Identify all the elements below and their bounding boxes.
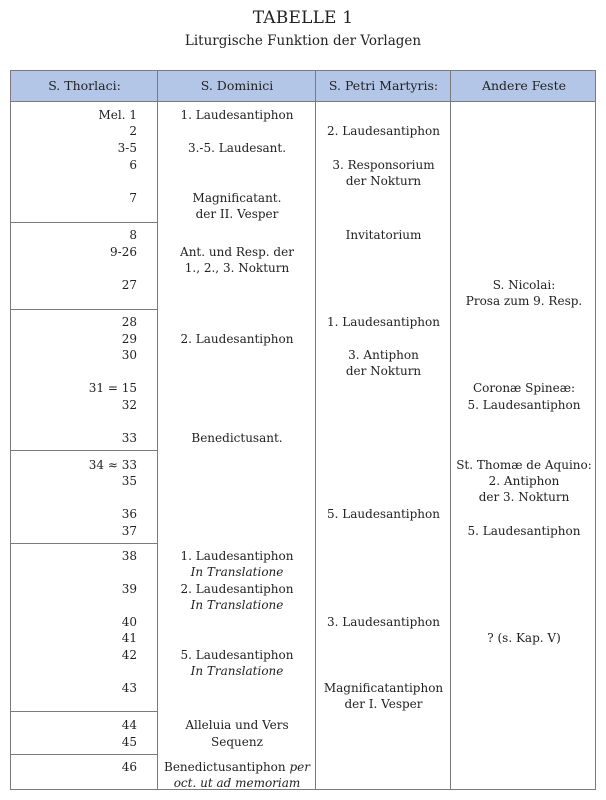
andere-cell: 2. Antiphon	[488, 474, 560, 488]
petri-cell: 3. Laudesantiphon	[327, 615, 440, 629]
thorlaci-cell: 7	[129, 191, 137, 205]
thorlaci-cell: 30	[121, 348, 137, 362]
dominici-cell: 1., 2., 3. Nokturn	[184, 261, 290, 275]
andere-cell: ? (s. Kap. V)	[487, 631, 561, 645]
thorlaci-cell: 29	[121, 332, 137, 346]
dominici-cell-italic: In Translatione	[190, 598, 284, 612]
dominici-cell-text: Benedictusantiphon	[164, 760, 286, 774]
dominici-cell: Sequenz	[211, 735, 263, 749]
table-title: TABELLE 1	[252, 8, 354, 28]
dominici-cell-italic: In Translatione	[190, 565, 284, 579]
thorlaci-cell: 3-5	[117, 141, 137, 155]
header-petri-martyris: S. Petri Martyris:	[328, 78, 439, 93]
dominici-cell: 1. Laudesantiphon	[180, 108, 294, 122]
table-subtitle: Liturgische Funktion der Vorlagen	[184, 33, 422, 49]
petri-cell: 1. Laudesantiphon	[327, 315, 440, 329]
petri-cell: 3. Antiphon	[348, 348, 419, 362]
thorlaci-cell: 9-26	[110, 245, 137, 259]
andere-cell: Coronæ Spineæ:	[472, 381, 576, 395]
header-andere-feste: Andere Feste	[481, 78, 567, 93]
thorlaci-cell: 33	[121, 431, 137, 445]
thorlaci-cell: 38	[121, 549, 137, 563]
dominici-cell: Alleluia und Vers	[185, 718, 289, 732]
dominici-cell-italic: In Translatione	[190, 664, 284, 678]
thorlaci-cell: 8	[129, 228, 137, 242]
petri-cell: Magnificatantiphon	[323, 681, 444, 695]
row-divider	[11, 309, 158, 310]
petri-cell: der Nokturn	[345, 174, 422, 188]
thorlaci-cell: 37	[121, 524, 137, 538]
thorlaci-cell: 34 ≈ 33	[88, 458, 137, 472]
thorlaci-cell: 28	[121, 315, 137, 329]
thorlaci-cell: 27	[121, 278, 137, 292]
dominici-cell: Benedictusant.	[191, 431, 283, 445]
dominici-cell: 3.-5. Laudesant.	[187, 141, 287, 155]
thorlaci-cell: 44	[121, 718, 137, 732]
petri-cell: 5. Laudesantiphon	[327, 507, 440, 521]
petri-cell: 3. Responsorium	[332, 158, 435, 172]
petri-cell: der Nokturn	[345, 364, 422, 378]
dominici-cell: 5. Laudesantiphon	[180, 648, 294, 662]
thorlaci-cell: 39	[121, 582, 137, 596]
andere-cell: der 3. Nokturn	[478, 490, 570, 504]
row-divider	[11, 754, 158, 755]
dominici-cell: 2. Laudesantiphon	[180, 582, 294, 596]
row-divider	[11, 222, 158, 223]
thorlaci-cell: 2	[129, 124, 137, 138]
thorlaci-cell: 32	[121, 398, 137, 412]
dominici-cell: Magnificatant.	[192, 191, 282, 205]
header-thorlaci: S. Thorlaci:	[48, 78, 121, 93]
thorlaci-cell: 42	[121, 648, 137, 662]
table-header-row	[11, 71, 595, 102]
row-divider	[11, 450, 158, 451]
dominici-cell: 2. Laudesantiphon	[180, 332, 294, 346]
andere-cell: Prosa zum 9. Resp.	[465, 294, 583, 308]
thorlaci-cell: 45	[121, 735, 137, 749]
dominici-cell-italic: per	[289, 760, 310, 774]
thorlaci-cell: 40	[121, 615, 137, 629]
petri-cell: 2. Laudesantiphon	[327, 124, 440, 138]
header-dominici: S. Dominici	[200, 78, 274, 93]
andere-cell: S. Nicolai:	[492, 278, 556, 292]
dominici-cell	[158, 759, 316, 776]
thorlaci-cell: 46	[121, 760, 137, 774]
andere-cell: St. Thomæ de Aquino:	[456, 458, 592, 472]
dominici-cell: Ant. und Resp. der	[180, 245, 294, 259]
andere-cell: 5. Laudesantiphon	[467, 398, 581, 412]
thorlaci-cell: 41	[121, 631, 137, 645]
thorlaci-cell: Mel. 1	[98, 108, 137, 122]
thorlaci-cell: 6	[129, 158, 137, 172]
dominici-cell-italic: oct. ut ad memoriam	[173, 776, 301, 790]
row-divider	[11, 711, 158, 712]
dominici-cell: 1. Laudesantiphon	[180, 549, 294, 563]
row-divider	[11, 543, 158, 544]
andere-cell: 5. Laudesantiphon	[467, 524, 581, 538]
thorlaci-cell: 36	[121, 507, 137, 521]
dominici-cell: der II. Vesper	[195, 207, 279, 221]
thorlaci-cell: 43	[121, 681, 137, 695]
liturgy-table	[10, 70, 596, 790]
thorlaci-cell: 35	[121, 474, 137, 488]
petri-cell: Invitatorium	[345, 228, 422, 242]
petri-cell: der I. Vesper	[344, 697, 423, 711]
thorlaci-cell: 31 = 15	[88, 381, 137, 395]
